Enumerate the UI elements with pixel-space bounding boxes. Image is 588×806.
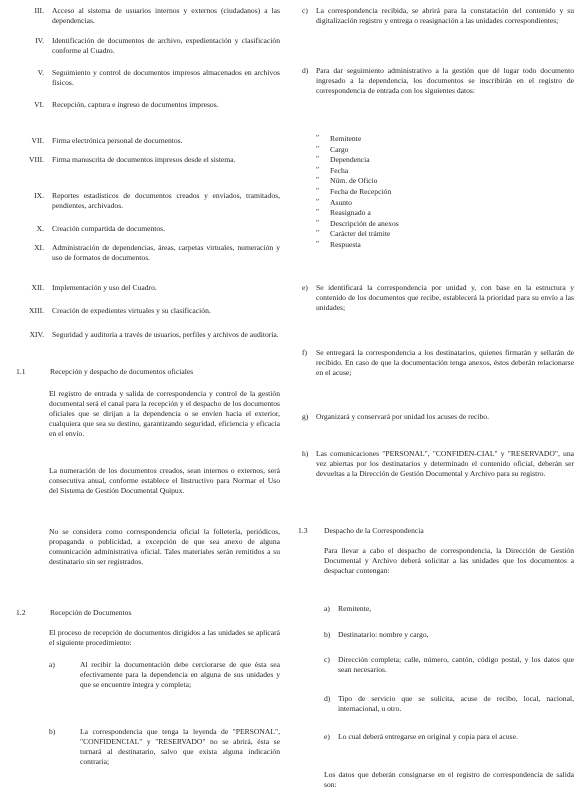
list-item [16,243,280,277]
item-label: e) [324,732,330,741]
section-heading [16,608,280,620]
list-item [302,694,574,718]
item-text: Al recibir la documentación debe cerciorarse de que ésta sea efectivamente para la dependencia en alguna de sus unidades y que se encuentre íntegra y completa; [80,660,280,690]
list-item [16,6,280,30]
item-text: Dirección completa; calle, número, cantón, código postal, y los datos que sean necesarios. [338,655,574,675]
item-text: La correspondencia recibida, se abrirá para la constatación del contenido y su digitalización registro y entrega o reasignación a las unidades correspondientes; [316,6,574,26]
list-item [16,224,280,236]
list-item: ″ Asunto [316,198,516,209]
item-text: Para dar seguimiento administrativo a la gestión que dé lugar todo documento ingresado a la dependencia, los documentos se inscribirán en el registro de correspondencia de entrada con los siguientes datos: [316,66,574,96]
list-item: ″ Dependencia [316,155,516,166]
list-item [302,66,574,130]
item-text: La correspondencia que tenga la leyenda de "PERSONAL", "CONFIDENCIAL" y "RESERVADO" no se abrirá, ésta se turnará al destinatario, salvo que exista alguna indicación contraria; [80,727,280,767]
item-text: Seguridad y auditoría a través de usuarios, perfiles y archivos de auditoría. [52,330,279,339]
section-number: 1.2 [16,608,26,617]
item-number: XII. [31,283,44,292]
item-text: Firma electrónica personal de documentos. [52,136,183,145]
paragraph: No se considera como correspondencia oficial la folletería, periódicos, propaganda o publicidad, a excepción de que sea anexo de alguna comunicación administrativa oficial. Tales materiales serán remitidos a su destinatario sin ser registrados. [49,527,280,567]
item-number: III. [34,6,44,15]
list-item [16,727,280,781]
list-item [16,660,280,704]
section-heading [298,526,574,538]
item-label: a) [49,660,55,669]
item-number: IV. [35,36,44,45]
paragraph: La numeración de los documentos creados, sean internos o externos, será consecutiva anual, conforme establece el Instructivo para Normar el Uso del Sistema de Gestión Documental Quipux. [49,466,280,496]
item-text: Recepción, captura e ingreso de documentos impresos. [52,100,219,109]
list-item [16,283,280,295]
list-item [16,306,280,318]
paragraph: Para llevar a cabo el despacho de correspondencia, la Dirección de Gestión Documental y Archivo deberá solicitar a las unidades que los documentos a despachar contengan: [324,546,574,576]
list-item [302,604,574,616]
item-text: Lo cual deberá entregarse en original y copia para el acuse. [338,732,518,741]
item-label: c) [324,655,330,664]
item-text: Se identificará la correspondencia por unidad y, con base en la estructura y contenido de los documentos que recibe, establecerá la prioridad para su envío a las unidades; [316,283,574,313]
item-number: VI. [34,100,44,109]
item-label: c) [302,6,308,15]
item-label: d) [302,66,309,75]
list-item: ″ Carácter del trámite [316,229,516,240]
list-item [302,283,574,327]
item-label: e) [302,283,308,292]
list-item [16,100,280,124]
item-number: XI. [34,243,44,252]
paragraph: El registro de entrada y salida de correspondencia y control de la gestión documental será el canal para la recepción y el despacho de los documentos oficiales que se dirijan a la dependencia o se envíen hacia el exterior, cualquiera que sea su destino, garantizando seguridad, eficiencia y eficacia en el envío. [49,389,280,439]
item-label: g) [302,412,309,421]
item-label: b) [49,727,56,736]
fields-list [316,134,516,251]
item-text: Acceso al sistema de usuarios internos y externos (ciudadanos) a las dependencias. [52,6,280,26]
item-text: Firma manuscrita de documentos impresos desde el sistema. [52,155,236,164]
list-item [16,155,280,179]
item-number: XIV. [29,330,44,339]
list-item [302,449,574,503]
list-item [302,6,574,50]
list-item [302,655,574,679]
list-item [16,191,280,215]
list-item: ″ Reasignado a [316,208,516,219]
item-number: V. [37,68,44,77]
item-number: X. [36,224,44,233]
list-item: ″ Fecha [316,166,516,177]
paragraph: Los datos que deberán consignarse en el registro de correspondencia de salida son: [324,770,574,790]
section-title: Recepción y despacho de documentos oficiales [50,367,194,376]
item-text: Reportes estadísticos de documentos creados y enviados, tramitados, pendientes, archivados. [52,191,280,211]
paragraph: El proceso de recepción de documentos dirigidos a las unidades se aplicará el siguiente procedimiento: [49,628,280,648]
item-number: VII. [31,136,44,145]
section-number: 1.1 [16,367,26,376]
item-text: Seguimiento y control de documentos impresos almacenados en archivos físicos. [52,68,280,88]
list-item: ″ Descripción de anexos [316,219,516,230]
item-label: d) [324,694,331,703]
item-label: a) [324,604,330,613]
item-number: IX. [34,191,44,200]
item-text: Tipo de servicio que se solicita, acuse de recibo, local, nacional, internacional, u otro. [338,694,574,714]
list-item [302,732,574,756]
item-text: Creación compartida de documentos. [52,224,166,233]
item-label: b) [324,630,331,639]
item-number: XIII. [29,306,44,315]
list-item: ″ Cargo [316,145,516,156]
item-text: Identificación de documentos de archivo, expedientación y clasificación conforme al Cuadro. [52,36,280,56]
item-text: Creación de expedientes virtuales y su clasificación. [52,306,211,315]
list-item [16,330,280,354]
item-text: Administración de dependencias, áreas, carpetas virtuales, numeración y uso de formatos de documentos. [52,243,280,263]
list-item: ″ Núm. de Oficio [316,176,516,187]
item-text: Se entregará la correspondencia a los destinatarios, quienes firmarán y sellarán de recibido. En caso de que la documentación tenga anexos, éstos deberán relacionarse en el acuse; [316,348,574,378]
section-heading [16,367,280,379]
item-text: Organizará y conservará por unidad los acuses de recibo. [316,412,489,421]
list-item [16,136,280,148]
item-label: f) [302,348,308,357]
list-item [302,348,574,392]
section-title: Despacho de la Correspondencia [324,526,424,535]
list-item [16,36,280,60]
list-item [16,68,280,92]
list-item: ″ Remitente [316,134,516,145]
item-text: Destinatario: nombre y cargo, [338,630,429,639]
list-item [302,630,574,642]
list-item: ″ Respuesta [316,240,516,251]
item-text: Remitente, [338,604,372,613]
item-number: VIII. [29,155,44,164]
item-text: Las comunicaciones "PERSONAL", "CONFIDEN-CIAL" y "RESERVADO", una vez abiertas por los destinatarios y determinado el contenido oficial, deberán ser devueltas a la Dirección de Gestión Documental y Archivo para su registro. [316,449,574,479]
list-item [302,412,574,436]
section-title: Recepción de Documentos [50,608,132,617]
item-text: Implementación y uso del Cuadro. [52,283,157,292]
section-number: 1.3 [298,526,308,535]
list-item: ″ Fecha de Recepción [316,187,516,198]
item-label: h) [302,449,309,458]
